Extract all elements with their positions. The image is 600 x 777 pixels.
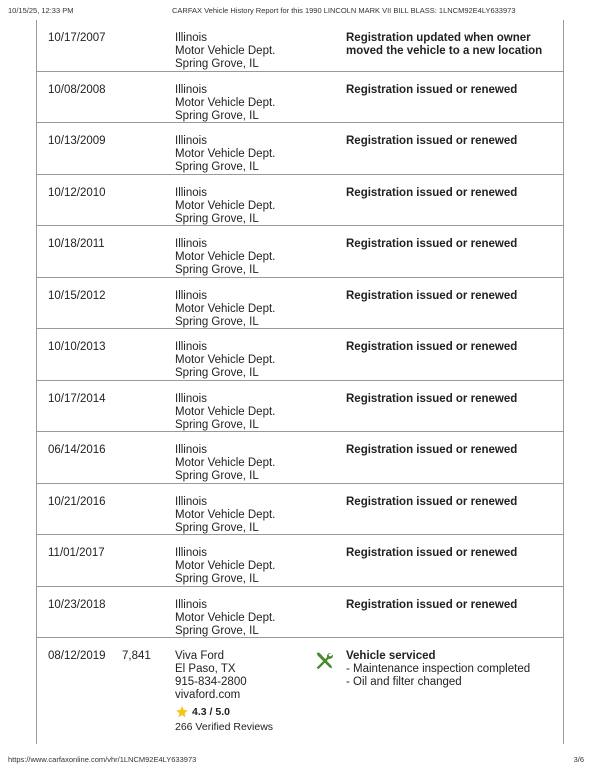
record-source [175,135,275,174]
source-line: Illinois [175,495,207,508]
source-line: Illinois [175,598,207,611]
record-mileage: 7,841 [122,650,151,662]
source-line: Motor Vehicle Dept. [175,405,276,418]
record-date: 10/15/2012 [48,289,106,302]
source-line: Spring Grove, IL [175,573,259,585]
history-row [37,381,563,433]
history-row-service [37,638,563,744]
page-number: 3/6 [573,755,584,764]
comment-line: Registration issued or renewed [346,392,518,405]
source-line: Illinois [175,238,207,250]
comment-line: Registration issued or renewed [346,238,518,250]
service-item: - Oil and filter changed [346,676,462,688]
history-row [37,587,563,639]
record-date: 10/12/2010 [48,186,106,199]
record-comment [346,393,517,406]
record-comment [346,290,517,303]
dealer-name: Viva Ford [175,650,225,662]
verified-reviews-link[interactable]: 266 Verified Reviews [175,721,274,733]
comment-line: Registration issued or renewed [346,598,518,611]
source-line: Spring Grove, IL [175,315,259,328]
dealer-location: El Paso, TX [175,663,236,675]
record-date: 10/21/2016 [48,495,106,508]
source-line: Spring Grove, IL [175,624,259,637]
source-line: Motor Vehicle Dept. [175,560,276,572]
record-source [175,238,275,277]
source-line: Spring Grove, IL [175,212,259,225]
print-header [0,0,600,20]
rating-value: 4.3 / 5.0 [192,705,230,718]
source-line: Motor Vehicle Dept. [175,302,276,315]
record-comment [346,599,517,612]
record-source [175,187,275,226]
record-date: 11/01/2017 [48,547,105,559]
record-date: 10/18/2011 [48,238,105,250]
source-line: Spring Grove, IL [175,58,259,70]
service-item: - Maintenance inspection completed [346,663,531,675]
print-footer [0,752,600,770]
history-row [37,72,563,124]
record-comment [346,84,517,97]
record-comment [346,444,517,457]
history-row [37,535,563,587]
record-source [175,290,275,329]
record-comment [346,341,517,354]
history-row [37,484,563,536]
source-line: Illinois [175,186,207,199]
history-row [37,226,563,278]
source-line: Motor Vehicle Dept. [175,199,276,212]
source-line: Motor Vehicle Dept. [175,508,276,521]
source-line: Motor Vehicle Dept. [175,611,276,624]
comment-line: Registration issued or renewed [346,341,518,353]
print-title: CARFAX Vehicle History Report for this 1990 LINCOLN MARK VII BILL BLASS: 1LNCM92E4LY633973 [172,6,516,15]
record-date: 10/08/2008 [48,83,106,96]
source-line: Motor Vehicle Dept. [175,457,276,469]
comment-line: Registration issued or renewed [346,495,518,508]
record-date: 10/10/2013 [48,341,106,353]
wrench-screwdriver-icon [313,650,335,672]
footer-url: https://www.carfaxonline.com/vhr/1LNCM92E4LY633973 [8,755,197,764]
record-comment [346,496,517,509]
history-table [36,20,564,744]
service-title: Vehicle serviced [346,650,436,662]
record-comment [346,650,530,689]
record-source [175,84,275,123]
record-comment [346,238,517,251]
comment-line: Registration issued or renewed [346,289,518,302]
record-source [175,599,275,638]
comment-line: Registration issued or renewed [346,135,518,147]
comment-line: moved the vehicle to a new location [346,45,543,57]
source-line: Spring Grove, IL [175,470,259,482]
source-line: Motor Vehicle Dept. [175,354,276,366]
comment-line: Registration updated when owner [346,32,531,44]
dealer-rating [175,705,273,719]
comment-line: Registration issued or renewed [346,547,518,559]
source-line: Motor Vehicle Dept. [175,148,276,160]
record-comment [346,187,517,200]
history-row [37,432,563,484]
comment-line: Registration issued or renewed [346,444,518,456]
source-line: Motor Vehicle Dept. [175,251,276,263]
history-row [37,20,563,72]
source-line: Spring Grove, IL [175,367,259,379]
record-date: 06/14/2016 [48,444,106,456]
source-line: Motor Vehicle Dept. [175,45,276,57]
history-row [37,329,563,381]
source-line: Illinois [175,289,207,302]
source-line: Motor Vehicle Dept. [175,96,276,109]
dealer-website-link[interactable]: vivaford.com [175,689,241,701]
record-date: 08/12/2019 [48,650,106,662]
source-line: Spring Grove, IL [175,264,259,276]
print-timestamp: 10/15/25, 12:33 PM [8,6,74,15]
record-comment [346,547,517,560]
record-source [175,547,275,586]
source-line: Illinois [175,547,207,559]
source-line: Illinois [175,444,207,456]
record-comment [346,135,517,148]
history-row [37,175,563,227]
comment-line: Registration issued or renewed [346,83,518,96]
record-source [175,341,275,380]
source-line: Illinois [175,341,207,353]
record-comment [346,32,542,58]
record-source [175,393,275,432]
source-line: Spring Grove, IL [175,161,259,173]
record-date: 10/17/2014 [48,392,106,405]
source-line: Illinois [175,135,207,147]
record-date: 10/17/2007 [48,32,106,44]
star-icon [175,705,189,719]
record-source [175,650,273,734]
dealer-phone: 915-834-2800 [175,676,247,688]
record-source [175,32,275,71]
source-line: Spring Grove, IL [175,109,259,122]
record-date: 10/23/2018 [48,598,106,611]
source-line: Illinois [175,32,207,44]
comment-line: Registration issued or renewed [346,186,518,199]
record-date: 10/13/2009 [48,135,106,147]
history-row [37,123,563,175]
source-line: Spring Grove, IL [175,418,259,431]
record-source [175,496,275,535]
record-source [175,444,275,483]
source-line: Illinois [175,83,207,96]
history-row [37,278,563,330]
source-line: Spring Grove, IL [175,521,259,534]
source-line: Illinois [175,392,207,405]
